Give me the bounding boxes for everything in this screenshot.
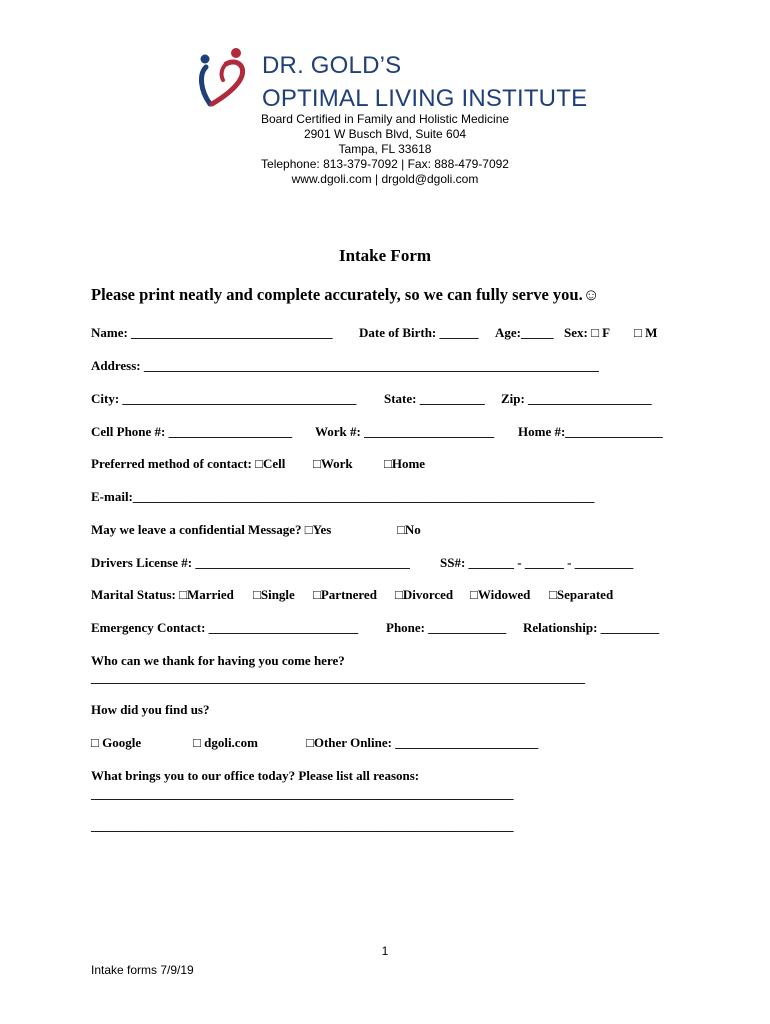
reasons-question: What brings you to our office today? Please list all reasons: bbox=[91, 768, 420, 783]
marital-separated-checkbox[interactable]: □Separated bbox=[549, 587, 614, 602]
logo-title-line2: OPTIMAL LIVING INSTITUTE bbox=[262, 85, 588, 112]
emergency-contact-field[interactable]: Emergency Contact: _______________________ bbox=[91, 620, 359, 635]
marital-partnered-checkbox[interactable]: □Partnered bbox=[313, 587, 377, 602]
find-us-question: How did you find us? bbox=[91, 702, 210, 717]
find-google-checkbox[interactable]: □ Google bbox=[91, 735, 142, 750]
reasons-line-1[interactable]: _________________________________________________________________ bbox=[91, 786, 514, 801]
address-field[interactable]: Address: ______________________________________________________________________ bbox=[91, 358, 599, 373]
page-number: 1 bbox=[381, 944, 389, 958]
footer-form-date: Intake forms 7/9/19 bbox=[91, 963, 194, 977]
emergency-relationship-field[interactable]: Relationship: _________ bbox=[523, 620, 660, 635]
marital-single-checkbox[interactable]: □Single bbox=[253, 587, 295, 602]
sex-female-checkbox[interactable]: Sex: □ F bbox=[564, 325, 611, 340]
reasons-line-2[interactable]: _________________________________________________________________ bbox=[91, 818, 514, 833]
form-instructions: Please print neatly and complete accurately, so we can fully serve you.☺ bbox=[91, 285, 600, 304]
sex-male-checkbox[interactable]: □ M bbox=[634, 325, 658, 340]
form-title: Intake Form bbox=[338, 246, 432, 265]
contact-home-checkbox[interactable]: □Home bbox=[384, 456, 426, 471]
header-web-email: www.dgoli.com | drgold@dgoli.com bbox=[291, 172, 479, 186]
header-street: 2901 W Busch Blvd, Suite 604 bbox=[303, 127, 467, 141]
logo-title-line1: DR. GOLD’S bbox=[262, 52, 402, 79]
contact-cell-checkbox[interactable]: Preferred method of contact: □Cell bbox=[91, 456, 286, 471]
emergency-phone-field[interactable]: Phone: ____________ bbox=[386, 620, 507, 635]
marital-married-checkbox[interactable]: Marital Status: □Married bbox=[91, 587, 234, 602]
message-yes-checkbox[interactable]: May we leave a confidential Message? □Yes bbox=[91, 522, 332, 537]
work-phone-field[interactable]: Work #: ____________________ bbox=[315, 424, 495, 439]
cell-phone-field[interactable]: Cell Phone #: ___________________ bbox=[91, 424, 293, 439]
find-dgoli-checkbox[interactable]: □ dgoli.com bbox=[193, 735, 258, 750]
referral-question: Who can we thank for having you come here? bbox=[91, 653, 345, 668]
marital-widowed-checkbox[interactable]: □Widowed bbox=[470, 587, 531, 602]
header-city-state: Tampa, FL 33618 bbox=[338, 142, 432, 156]
name-field[interactable]: Name: _______________________________ bbox=[91, 325, 333, 340]
city-field[interactable]: City: ____________________________________ bbox=[91, 391, 357, 406]
header-tagline: Board Certified in Family and Holistic Medicine bbox=[260, 112, 510, 126]
dob-field[interactable]: Date of Birth: ______ bbox=[359, 325, 479, 340]
marital-divorced-checkbox[interactable]: □Divorced bbox=[395, 587, 454, 602]
ssn-field[interactable]: SS#: _______ - ______ - _________ bbox=[440, 555, 634, 570]
zip-field[interactable]: Zip: ___________________ bbox=[501, 391, 652, 406]
email-field[interactable]: E-mail:_______________________________________________________________________ bbox=[91, 489, 595, 504]
institute-logo-icon bbox=[196, 46, 248, 110]
find-other-online-field[interactable]: □Other Online: ______________________ bbox=[306, 735, 539, 750]
header-phone-fax: Telephone: 813-379-7092 | Fax: 888-479-7092 bbox=[261, 157, 509, 171]
message-no-checkbox[interactable]: □No bbox=[397, 522, 421, 537]
referral-answer-line[interactable]: ____________________________________________________________________________ bbox=[91, 670, 585, 685]
drivers-license-field[interactable]: Drivers License #: _________________________________ bbox=[91, 555, 410, 570]
home-phone-field[interactable]: Home #:_______________ bbox=[518, 424, 663, 439]
state-field[interactable]: State: __________ bbox=[384, 391, 485, 406]
contact-work-checkbox[interactable]: □Work bbox=[313, 456, 353, 471]
age-field[interactable]: Age:_____ bbox=[495, 325, 554, 340]
